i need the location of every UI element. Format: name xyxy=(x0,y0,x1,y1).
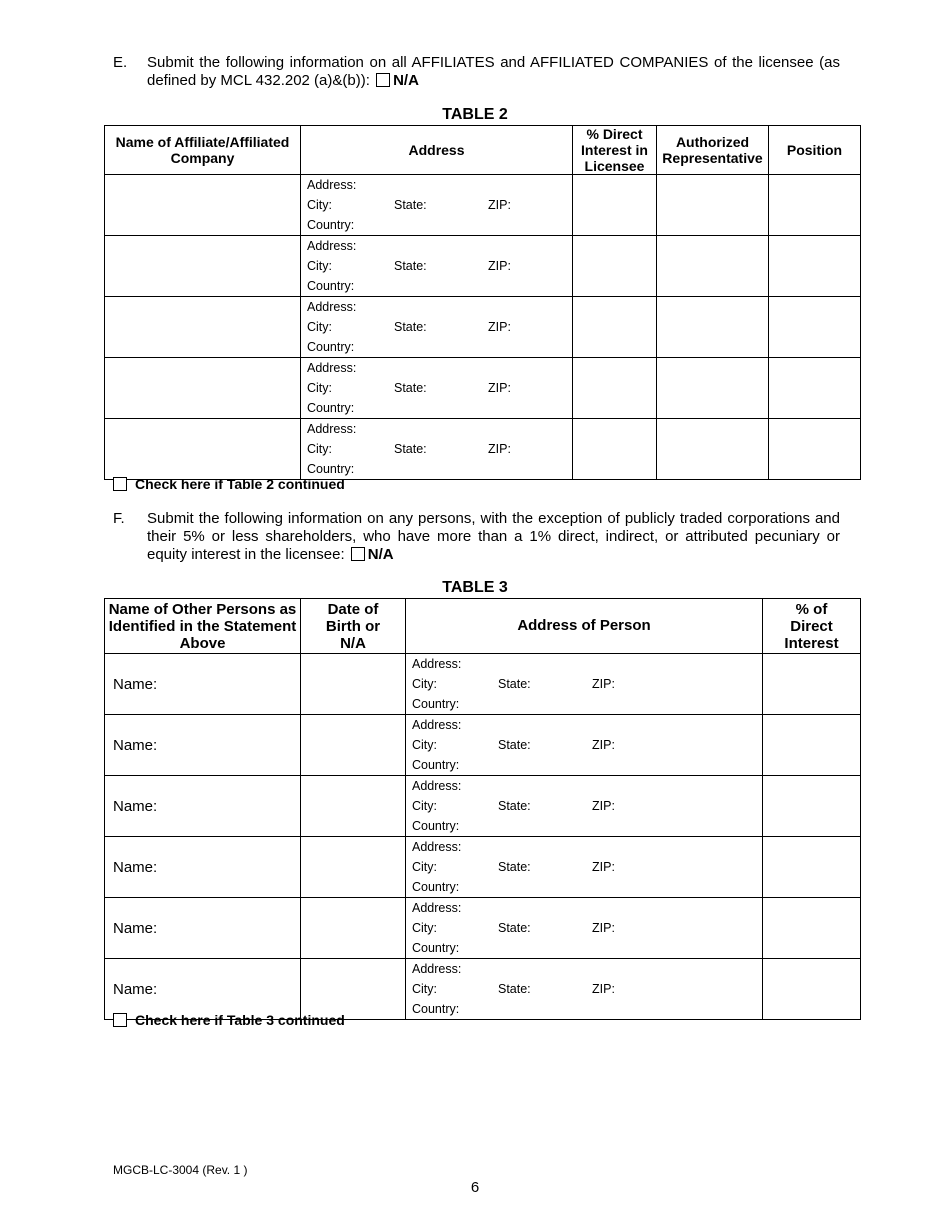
header-person-name: Name of Other Persons as Identified in the Statement Above xyxy=(105,599,301,654)
person-name-cell[interactable] xyxy=(105,837,301,898)
city-label: City: xyxy=(412,982,437,996)
state-label: State: xyxy=(498,799,531,813)
person-name-cell[interactable] xyxy=(105,776,301,837)
address-label: Address: xyxy=(412,718,462,732)
section-e-instructions: Submit the following information on all AFFILIATES and AFFILIATED COMPANIES of the licensee (as defined by MCL 432.202 (a)&(b)): xyxy=(147,54,840,89)
direct-interest-cell[interactable] xyxy=(573,358,657,419)
table-row xyxy=(105,776,861,837)
table-2 xyxy=(104,125,861,480)
page-number: 6 xyxy=(470,1179,480,1196)
affiliate-name-cell[interactable] xyxy=(105,236,301,297)
address-label: Address: xyxy=(412,962,462,976)
section-text xyxy=(147,510,840,564)
address-label: Address: xyxy=(307,300,357,314)
country-label: Country: xyxy=(412,880,460,894)
address-label: Address: xyxy=(412,779,462,793)
header-position: Position xyxy=(769,126,861,175)
table-row xyxy=(105,837,861,898)
address-label: Address: xyxy=(412,901,462,915)
zip-label: ZIP: xyxy=(488,442,511,456)
affiliate-name-cell[interactable] xyxy=(105,419,301,480)
direct-interest-cell[interactable] xyxy=(573,236,657,297)
city-label: City: xyxy=(307,381,332,395)
city-label: City: xyxy=(307,442,332,456)
section-f-instructions: Submit the following information on any persons, with the exception of publicly traded corporations and their 5% or less shareholders, who have more than a 1% direct, indirect, or attributed pecuniary or equity interest in the licensee: xyxy=(147,510,840,563)
zip-label: ZIP: xyxy=(488,259,511,273)
direct-interest-cell[interactable] xyxy=(573,419,657,480)
percent-direct-interest-cell[interactable] xyxy=(763,715,861,776)
date-of-birth-cell[interactable] xyxy=(301,715,406,776)
city-label: City: xyxy=(307,259,332,273)
country-label: Country: xyxy=(307,340,355,354)
country-label: Country: xyxy=(307,279,355,293)
address-cell[interactable] xyxy=(406,776,763,837)
table-row xyxy=(105,236,861,297)
authorized-representative-cell[interactable] xyxy=(657,236,769,297)
city-label: City: xyxy=(412,738,437,752)
zip-label: ZIP: xyxy=(592,921,615,935)
header-direct-interest: % Direct Interest in Licensee xyxy=(573,126,657,175)
address-label: Address: xyxy=(307,239,357,253)
table-row xyxy=(105,297,861,358)
zip-label: ZIP: xyxy=(592,982,615,996)
section-letter: F. xyxy=(113,510,125,527)
country-label: Country: xyxy=(307,218,355,232)
form-id: MGCB-LC-3004 (Rev. 1 ) xyxy=(113,1163,248,1177)
position-cell[interactable] xyxy=(769,419,861,480)
state-label: State: xyxy=(394,381,427,395)
state-label: State: xyxy=(394,259,427,273)
zip-label: ZIP: xyxy=(488,320,511,334)
direct-interest-cell[interactable] xyxy=(573,297,657,358)
date-of-birth-cell[interactable] xyxy=(301,898,406,959)
person-name-cell[interactable] xyxy=(105,898,301,959)
table-row xyxy=(105,358,861,419)
state-label: State: xyxy=(498,677,531,691)
percent-direct-interest-cell[interactable] xyxy=(763,959,861,1020)
address-label: Address: xyxy=(307,422,357,436)
table-row xyxy=(105,715,861,776)
percent-direct-interest-cell[interactable] xyxy=(763,654,861,715)
table-3 xyxy=(104,598,861,1020)
section-e xyxy=(113,54,840,90)
state-label: State: xyxy=(394,198,427,212)
address-label: Address: xyxy=(307,178,357,192)
section-text xyxy=(147,54,840,90)
table-row xyxy=(105,898,861,959)
name-label: Name: xyxy=(113,736,158,754)
na-checkbox[interactable] xyxy=(351,547,365,561)
section-f xyxy=(113,510,840,564)
address-cell[interactable] xyxy=(406,837,763,898)
name-label: Name: xyxy=(113,919,158,937)
state-label: State: xyxy=(394,442,427,456)
state-label: State: xyxy=(498,860,531,874)
city-label: City: xyxy=(412,677,437,691)
zip-label: ZIP: xyxy=(592,738,615,752)
table-2-header-row xyxy=(105,126,861,175)
address-label: Address: xyxy=(412,840,462,854)
country-label: Country: xyxy=(412,819,460,833)
state-label: State: xyxy=(498,738,531,752)
na-label: N/A xyxy=(367,546,394,563)
zip-label: ZIP: xyxy=(592,799,615,813)
table-row xyxy=(105,175,861,236)
header-affiliate-name: Name of Affiliate/Affiliated Company xyxy=(105,126,301,175)
state-label: State: xyxy=(498,982,531,996)
position-cell[interactable] xyxy=(769,358,861,419)
address-cell[interactable] xyxy=(301,297,573,358)
address-cell[interactable] xyxy=(406,715,763,776)
percent-direct-interest-cell[interactable] xyxy=(763,837,861,898)
affiliate-name-cell[interactable] xyxy=(105,175,301,236)
authorized-representative-cell[interactable] xyxy=(657,297,769,358)
country-label: Country: xyxy=(412,697,460,711)
person-name-cell[interactable] xyxy=(105,715,301,776)
address-cell[interactable] xyxy=(301,236,573,297)
state-label: State: xyxy=(394,320,427,334)
header-percent-direct-interest: % of Direct Interest xyxy=(763,599,861,654)
table-3-continued-checkbox[interactable] xyxy=(113,1013,127,1027)
table-2-title: TABLE 2 xyxy=(442,106,508,123)
percent-direct-interest-cell[interactable] xyxy=(763,776,861,837)
authorized-representative-cell[interactable] xyxy=(657,175,769,236)
authorized-representative-cell[interactable] xyxy=(657,358,769,419)
position-cell[interactable] xyxy=(769,175,861,236)
table-row xyxy=(105,419,861,480)
na-label: N/A xyxy=(393,72,419,89)
table-3-header-row xyxy=(105,599,861,654)
date-of-birth-cell[interactable] xyxy=(301,776,406,837)
affiliate-name-cell[interactable] xyxy=(105,358,301,419)
city-label: City: xyxy=(412,799,437,813)
address-label: Address: xyxy=(412,657,462,671)
zip-label: ZIP: xyxy=(592,677,615,691)
authorized-representative-cell[interactable] xyxy=(657,419,769,480)
na-checkbox[interactable] xyxy=(376,73,390,87)
city-label: City: xyxy=(412,860,437,874)
header-date-of-birth: Date of Birth or N/A xyxy=(301,599,406,654)
name-label: Name: xyxy=(113,797,158,815)
header-address-of-person: Address of Person xyxy=(406,599,763,654)
percent-direct-interest-cell[interactable] xyxy=(763,898,861,959)
zip-label: ZIP: xyxy=(488,198,511,212)
address-cell[interactable] xyxy=(301,358,573,419)
table-row xyxy=(105,654,861,715)
name-label: Name: xyxy=(113,858,158,876)
country-label: Country: xyxy=(412,758,460,772)
address-cell[interactable] xyxy=(406,898,763,959)
table-2-continued-label: Check here if Table 2 continued xyxy=(135,476,345,492)
header-address: Address xyxy=(301,126,573,175)
country-label: Country: xyxy=(412,941,460,955)
name-label: Name: xyxy=(113,980,158,998)
section-letter: E. xyxy=(113,54,128,71)
header-authorized-representative: Authorized Representative xyxy=(657,126,769,175)
person-name-cell[interactable] xyxy=(105,959,301,1020)
table-3-title: TABLE 3 xyxy=(442,579,508,596)
table-2-continued-checkbox[interactable] xyxy=(113,477,127,491)
address-cell[interactable] xyxy=(301,419,573,480)
date-of-birth-cell[interactable] xyxy=(301,959,406,1020)
city-label: City: xyxy=(412,921,437,935)
zip-label: ZIP: xyxy=(592,860,615,874)
country-label: Country: xyxy=(307,401,355,415)
date-of-birth-cell[interactable] xyxy=(301,654,406,715)
city-label: City: xyxy=(307,198,332,212)
position-cell[interactable] xyxy=(769,297,861,358)
table-2-continued xyxy=(113,476,345,492)
table-3-continued-label: Check here if Table 3 continued xyxy=(135,1012,345,1028)
address-cell[interactable] xyxy=(301,175,573,236)
address-cell[interactable] xyxy=(406,654,763,715)
address-cell[interactable] xyxy=(406,959,763,1020)
date-of-birth-cell[interactable] xyxy=(301,837,406,898)
affiliate-name-cell[interactable] xyxy=(105,297,301,358)
state-label: State: xyxy=(498,921,531,935)
country-label: Country: xyxy=(412,1002,460,1016)
zip-label: ZIP: xyxy=(488,381,511,395)
table-row xyxy=(105,959,861,1020)
person-name-cell[interactable] xyxy=(105,654,301,715)
direct-interest-cell[interactable] xyxy=(573,175,657,236)
position-cell[interactable] xyxy=(769,236,861,297)
table-3-continued xyxy=(113,1012,345,1028)
country-label: Country: xyxy=(307,462,355,476)
city-label: City: xyxy=(307,320,332,334)
address-label: Address: xyxy=(307,361,357,375)
name-label: Name: xyxy=(113,675,158,693)
